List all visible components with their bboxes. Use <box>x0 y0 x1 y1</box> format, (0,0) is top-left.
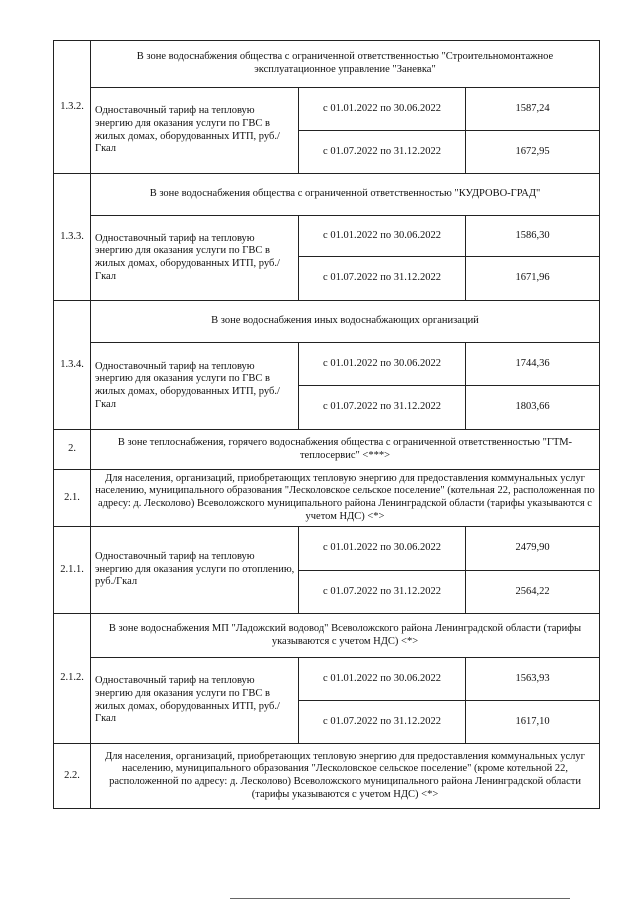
row-number: 1.3.4. <box>60 358 84 370</box>
tariff-value: 1671,96 <box>515 272 550 284</box>
section-header: В зоне водоснабжения МП "Ладожский водовод" Всеволожского района Ленинградской области (тарифы указываются с учетом НДС) <*> <box>108 622 582 647</box>
tariff-value: 1563,93 <box>515 672 550 684</box>
tariff-value: 1586,30 <box>515 229 550 241</box>
period-cell: с 01.07.2022 по 31.12.2022 <box>323 585 441 597</box>
period-cell: с 01.07.2022 по 31.12.2022 <box>323 401 441 413</box>
tariff-description: Одноставочный тариф на тепловую энергию для оказания услуги по отоплению, руб./Гкал <box>95 551 295 588</box>
col-divider <box>90 469 91 526</box>
period-cell: с 01.07.2022 по 31.12.2022 <box>323 145 441 157</box>
tariff-description: Одноставочный тариф на тепловую энергию для оказания услуги по ГВС в жилых домах, оборудованных ИТП, руб./Гкал <box>95 360 280 410</box>
row-number: 1.3.2. <box>60 100 84 112</box>
col-divider <box>90 743 91 808</box>
row-divider <box>53 808 600 809</box>
tariff-value: 1744,36 <box>515 357 550 369</box>
section-header: В зоне водоснабжения иных водоснабжающих организаций <box>211 315 479 327</box>
table-border-right <box>599 40 600 808</box>
tariff-value: 2479,90 <box>515 542 550 554</box>
tariff-description: Одноставочный тариф на тепловую энергию для оказания услуги по ГВС в жилых домах, оборудованных ИТП, руб./Гкал <box>95 105 280 155</box>
section-header: Для населения, организаций, приобретающих тепловую энергию для предоставления коммунальных услуг населению, муниципального образования "Лесколовское сельское поселение" (котельная 22, расположенная по адресу: д. Лесколово) Всеволожского муниципального района Ленинградской области (тарифы указываются с учетом НДС) <*> <box>95 472 595 522</box>
tariff-value: 2564,22 <box>515 585 550 597</box>
period-cell: с 01.01.2022 по 30.06.2022 <box>323 542 441 554</box>
row-number: 2.1.1. <box>60 563 84 575</box>
period-cell: с 01.01.2022 по 30.06.2022 <box>323 672 441 684</box>
section-header: В зоне водоснабжения общества с ограниченной ответственностью "Строительномонтажное эксплуатационное управление "Заневка" <box>136 51 554 75</box>
section-header: Для населения, организаций, приобретающих тепловую энергию для предоставления коммунальных услуг населению, муниципального образования "Лесколовское сельское поселение" (кроме котельной 22, расположенной по адресу: д. Лесколово) Всеволожского муниципального района Ленинградской области (тарифы указываются с учетом НДС) <*> <box>105 750 585 800</box>
col-divider <box>90 613 91 743</box>
row-number: 2.2. <box>64 769 80 781</box>
period-cell: с 01.01.2022 по 30.06.2022 <box>323 357 441 369</box>
scan-edge-line <box>230 898 570 899</box>
row-number: 2.1.2. <box>60 672 84 684</box>
period-cell: с 01.01.2022 по 30.06.2022 <box>323 102 441 114</box>
tariff-value: 1617,10 <box>515 715 550 727</box>
col-divider <box>90 173 91 300</box>
section-header: В зоне теплоснабжения, горячего водоснабжения общества с ограниченной ответственностью "ГТМ-теплосервис" <***> <box>117 436 573 461</box>
period-cell: с 01.07.2022 по 31.12.2022 <box>323 715 441 727</box>
row-number: 2.1. <box>64 491 80 503</box>
row-number: 1.3.3. <box>60 230 84 242</box>
col-divider <box>90 526 91 613</box>
tariff-value: 1587,24 <box>515 102 550 114</box>
row-number: 2. <box>68 443 76 455</box>
tariff-value: 1672,95 <box>515 145 550 157</box>
col-divider <box>90 40 91 173</box>
col-divider <box>90 429 91 469</box>
col-divider <box>90 300 91 429</box>
tariff-value: 1803,66 <box>515 401 550 413</box>
period-cell: с 01.07.2022 по 31.12.2022 <box>323 272 441 284</box>
tariff-description: Одноставочный тариф на тепловую энергию для оказания услуги по ГВС в жилых домах, оборудованных ИТП, руб./Гкал <box>95 232 280 282</box>
tariff-description: Одноставочный тариф на тепловую энергию для оказания услуги по ГВС в жилых домах, оборудованных ИТП, руб./Гкал <box>95 675 280 725</box>
section-header: В зоне водоснабжения общества с ограниченной ответственностью "КУДРОВО-ГРАД" <box>149 188 541 200</box>
period-cell: с 01.01.2022 по 30.06.2022 <box>323 229 441 241</box>
